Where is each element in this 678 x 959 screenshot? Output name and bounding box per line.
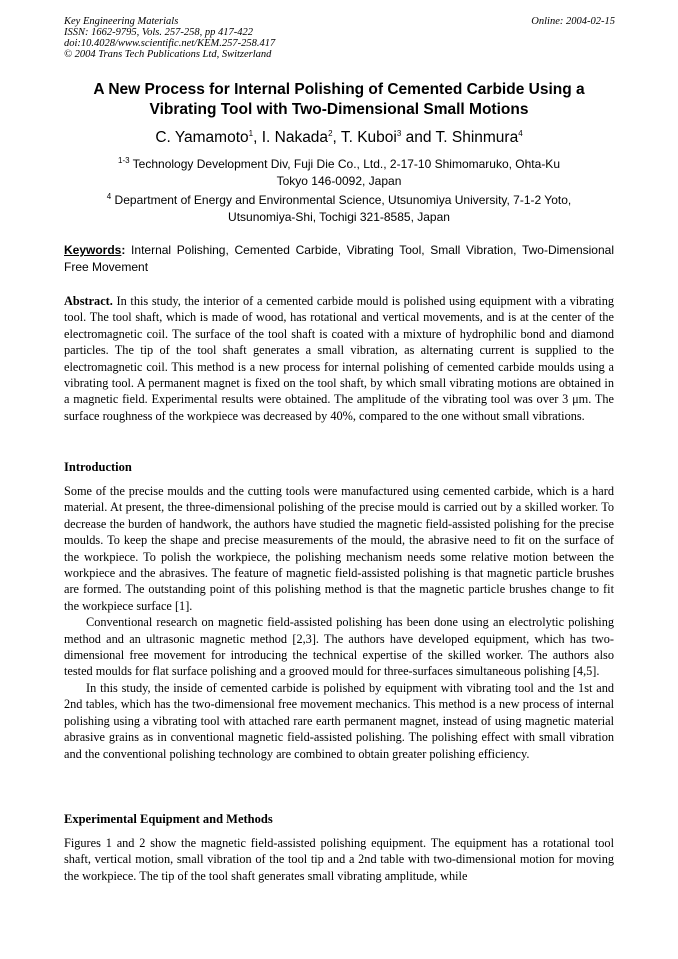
title-line-1: A New Process for Internal Polishing of Cemented Carbide Using a (93, 81, 585, 98)
author-2: , I. Nakada (253, 129, 329, 146)
paper-title (64, 80, 614, 120)
author-3: , T. Kuboi (332, 129, 397, 146)
affiliation-2-line-2: Utsunomiya-Shi, Tochigi 321-8585, Japan (228, 209, 450, 224)
keywords-label: Keywords (64, 243, 122, 257)
keywords-colon: : (121, 243, 126, 257)
introduction-body (64, 483, 614, 762)
affiliation-2-line-1: Department of Energy and Environmental Science, Utsunomiya University, 7-1-2 Yoto, (111, 193, 572, 207)
affiliation-1-line-2: Tokyo 146-0092, Japan (276, 173, 402, 188)
keywords-block (64, 242, 614, 275)
affiliation-1-line-1: Technology Development Div, Fuji Die Co., Ltd., 2-17-10 Shimomaruko, Ohta-Ku (129, 157, 560, 171)
doi-line: doi:10.4028/www.scientific.net/KEM.257-258.417 (64, 38, 276, 49)
author-1-sup: 1 (248, 128, 254, 138)
abstract-text: In this study, the interior of a cemented carbide mould is polished using equipment with a vibrating tool. The tool shaft, which is made of wood, has rotational and vertical movements, and is at the center of the electromagnetic coil. The surface of the tool shaft is coated with a mixture of hydrophilic bond and diamond particles. The tip of the tool shaft generates a small vibration, as alternating current is supplied to the electromagnetic coil. This method is a new process for internal polishing of cemented carbide moulds using a vibrating tool. A permanent magnet is fixed on the tool shaft, by which small vibrating motions are obtained in a magnetic field. Experimental results were obtained. The amplitude of the vibrating tool was over 3 μm. The surface roughness of the workpiece was decreased by 40%, compared to the one without small vibrations. (64, 294, 614, 423)
introduction-heading: Introduction (64, 460, 132, 474)
author-3-sup: 3 (396, 128, 402, 138)
abstract-label: Abstract. (64, 294, 113, 308)
abstract (64, 293, 614, 424)
issn-line: ISSN: 1662-9795, Vols. 257-258, pp 417-422 (64, 27, 253, 38)
introduction-paragraph-2: Conventional research on magnetic field-assisted polishing has been done using an electrolytic polishing method and an ultrasonic magnetic method [2,3]. The authors have developed equipment, which has two-dimensional free movement for introducing the technical expertise of the skilled worker. The authors also tested moulds for flat surface polishing and a grooved mould for three-surfaces simultaneous polishing [4,5]. (64, 615, 614, 679)
methods-paragraph-1: Figures 1 and 2 show the magnetic field-assisted polishing equipment. The equipment has a rotational tool shaft, vertical motion, small vibration of the tool tip and a 2nd table with two-dimensional motion for moving the workpiece. The tip of the tool shaft generates small vibrating amplitude, while (64, 836, 614, 883)
methods-heading: Experimental Equipment and Methods (64, 812, 273, 826)
journal-name: Key Engineering Materials (64, 16, 179, 27)
affiliation-1-sup: 1-3 (118, 156, 130, 165)
keywords-text: Internal Polishing, Cemented Carbide, Vibrating Tool, Small Vibration, Two-Dimensional Free Movement (64, 243, 614, 274)
author-1: C. Yamamoto (155, 129, 249, 146)
author-4: and T. Shinmura (401, 129, 519, 146)
affiliation-2 (64, 192, 614, 225)
introduction-paragraph-1: Some of the precise moulds and the cutting tools were manufactured using cemented carbide, which is a hard material. At present, the three-dimensional polishing of the precise mould is carried out by a skilled worker. To decrease the burden of handwork, the authors have studied the magnetic field-assisted polishing for the precise moulds. To keep the shape and precise measurements of the mould, the abrasive need to fit on the surface of the workpiece. To polish the workpiece, the polishing mechanism needs some relative motion between the workpiece and the abrasives. The feature of magnetic field-assisted polishing is that magnetic particle brushes are formed. The outstanding point of this polishing method is that the magnetic particle brushes change to fit the workpiece surface [1]. (64, 484, 614, 613)
author-2-sup: 2 (328, 128, 333, 138)
copyright-line: © 2004 Trans Tech Publications Ltd, Switzerland (64, 49, 272, 60)
online-date: Online: 2004-02-15 (531, 16, 615, 27)
title-line-2: Vibrating Tool with Two-Dimensional Small Motions (149, 101, 529, 118)
journal-metadata (64, 16, 275, 60)
author-4-sup: 4 (518, 128, 523, 138)
author-list (64, 128, 614, 148)
introduction-paragraph-3: In this study, the inside of cemented carbide is polished by equipment with vibrating tool and the 1st and 2nd tables, which has the two-dimensional free movement mechanics. This method is a new process of internal polishing using a vibrating tool with attached rare earth permanent magnet, instead of using magnetic material abrasive grains as in conventional magnetic field-assisted polishing. The polishing effect with small vibration and the conventional polishing technology are combined to obtain greater polishing efficiency. (64, 680, 614, 761)
affiliation-2-sup: 4 (106, 192, 112, 201)
affiliation-1 (64, 156, 614, 189)
methods-body (64, 835, 614, 884)
